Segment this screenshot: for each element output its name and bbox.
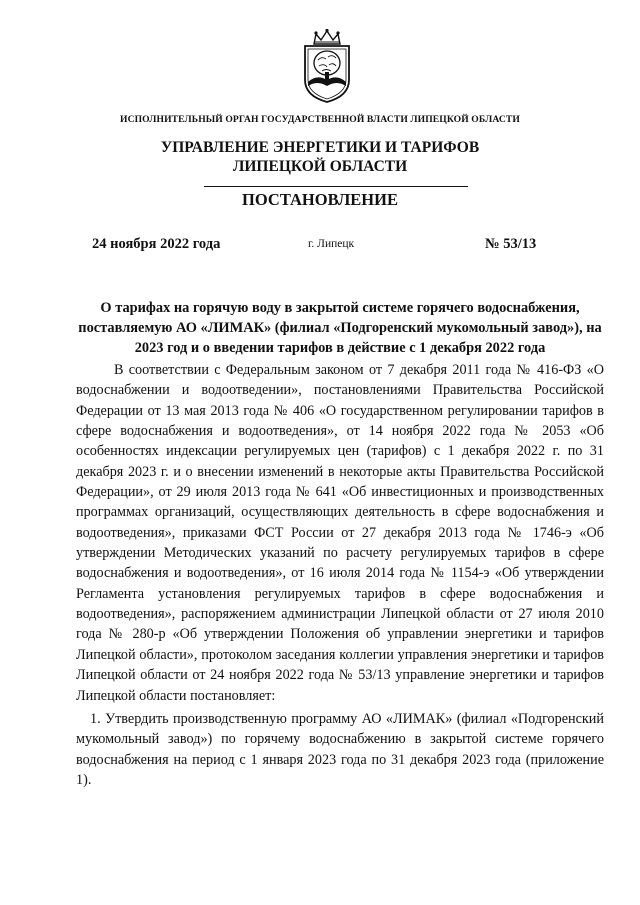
document-city: г. Липецк xyxy=(308,238,355,250)
issuing-authority: ИСПОЛНИТЕЛЬНЫЙ ОРГАН ГОСУДАРСТВЕННОЙ ВЛАСТИ ЛИПЕЦКОЙ ОБЛАСТИ xyxy=(120,114,520,125)
resolution-item-1: 1. Утвердить производственную программу АО «ЛИМАК» (филиал «Подгоренский мукомольный завод») по горячему водоснабжению в закрытой системе горячего водоснабжения на период с 1 января 2023 года по 31 декабря 2023 года (приложение 1). xyxy=(76,710,604,788)
lipetsk-region-coat-of-arms-icon xyxy=(300,28,354,104)
department-name xyxy=(0,138,640,176)
department-name-line-2: ЛИПЕЦКОЙ ОБЛАСТИ xyxy=(232,158,408,175)
document-subject: О тарифах на горячую воду в закрытой системе горячего водоснабжения, поставляемую АО «ЛИМАК» (филиал «Подгоренский мукомольный завод»), на 2023 год и о введении тарифов в действие с 1 декабря 2022 года xyxy=(78,300,602,356)
document-type: ПОСТАНОВЛЕНИЕ xyxy=(242,190,398,209)
department-name-line-1: УПРАВЛЕНИЕ ЭНЕРГЕТИКИ И ТАРИФОВ xyxy=(160,139,480,156)
preamble-paragraph: В соответствии с Федеральным законом от 7 декабря 2011 года № 416-ФЗ «О водоснабжении и водоотведении», постановлениями Правительства Российской Федерации от 13 мая 2013 года № 406 «О государственном регулировании тарифов в сфере водоснабжения и водоотведения», от 14 ноября 2022 года № 2053 «Об особенностях индексации регулируемых цен (тарифов) с 1 декабря 2022 г. по 31 декабря 2023 г. и о внесении изменений в некоторые акты Правительства Российской Федерации», от 29 июля 2013 года № 641 «Об инвестиционных и производственных программах организаций, осуществляющих деятельность в сфере водоснабжения и водоотведения», приказами ФСТ России от 27 декабря 2013 года № 1746-э «Об утверждении Методических указаний по расчету регулируемых тарифов в сфере водоснабжения и водоотведения», от 16 июля 2014 года № 1154-э «Об утверждении Регламента установления регулируемых тарифов в сфере водоснабжения и водоотведения», распоряжением администрации Липецкой области от 27 июля 2010 года № 280-р «Об утверждении Положения об управлении энергетики и тарифов Липецкой области», протоколом заседания коллегии управления энергетики и тарифов Липецкой области от 24 ноября 2022 года № 53/13 управление энергетики и тарифов Липецкой области постановляет: xyxy=(76,362,604,704)
document-number: № 53/13 xyxy=(485,236,537,252)
document-body xyxy=(76,360,604,790)
document-date: 24 ноября 2022 года xyxy=(92,236,221,252)
document-meta xyxy=(0,236,640,256)
header-divider xyxy=(204,186,468,187)
